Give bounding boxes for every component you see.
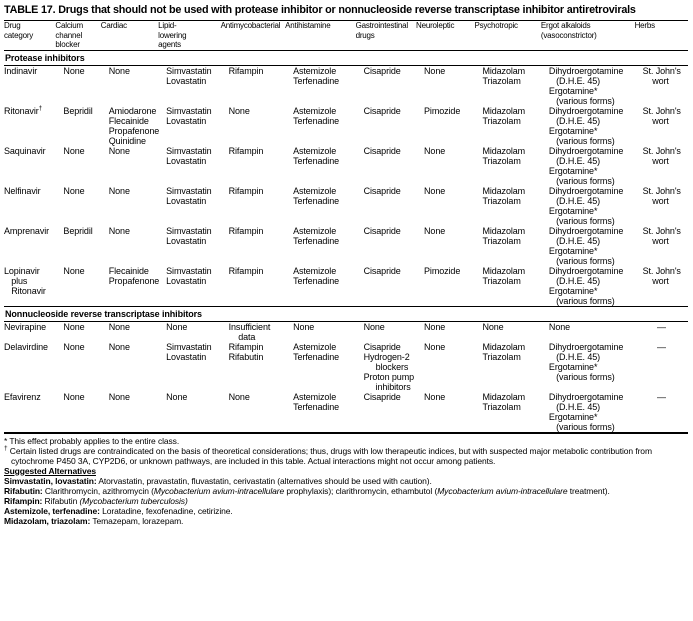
cell-cardiac: None	[108, 321, 130, 332]
cell-gastrointestinal-drugs: Cisapride	[364, 392, 424, 433]
cell-calcium-channel-blocker: None	[63, 321, 85, 332]
cell-calcium-channel-blocker: None	[63, 265, 85, 276]
cell-ergot-alkaloids: Dihydroergotamine (D.H.E. 45) Ergotamine* (various forms)	[548, 65, 624, 106]
cell-gastrointestinal-drugs: Cisapride	[363, 225, 401, 236]
footnote-segment: Astemizole, terfenadine:	[4, 505, 100, 516]
cell-antihistamine: Astemizole Terfenadine	[293, 105, 340, 126]
cell-gastrointestinal-drugs: Cisapride	[363, 65, 401, 76]
footnote-segment: * This effect probably applies to the entire class.	[4, 435, 180, 446]
footnote-segment: Atorvastatin, pravastatin, fluvastatin, cerivastatin (alternatives should be used with caution).	[96, 475, 432, 486]
column-header-drug-category: Drug category	[4, 21, 63, 51]
cell-antimycobacterial: None	[228, 105, 250, 116]
cell-calcium-channel-blocker: None	[63, 145, 85, 156]
cell-antihistamine: Astemizole Terfenadine	[293, 392, 364, 433]
cell-antimycobacterial: Rifampin	[228, 265, 264, 276]
cell-psychotropic: Midazolam Triazolam	[482, 65, 526, 86]
page	[4, 4, 690, 526]
cell-herbs: —	[642, 341, 666, 352]
footnote	[4, 516, 690, 526]
cell-lipid-lowering-agents: Simvastatin Lovastatin	[166, 341, 212, 362]
cell-herbs: St. John's wort	[642, 185, 681, 206]
footnote	[4, 466, 690, 476]
footnote-segment: treatment).	[567, 485, 610, 496]
cell-antihistamine: Astemizole Terfenadine	[293, 265, 340, 286]
table-row	[4, 226, 688, 266]
footnote-segment: Simvastatin, lovastatin:	[4, 475, 97, 486]
cell-drug-category: Nelfinavir	[4, 185, 41, 196]
table-row	[4, 342, 688, 392]
cell-psychotropic: Midazolam Triazolam	[482, 341, 526, 362]
column-header-herbs: Herbs	[643, 21, 688, 51]
cell-cardiac: Amiodarone Flecainide Propafenone Quinidine	[108, 105, 160, 146]
footnote-segment: Midazolam, triazolam:	[4, 515, 91, 526]
cell-psychotropic: Midazolam Triazolam	[482, 265, 526, 286]
cell-cardiac: None	[108, 145, 130, 156]
footnote-segment: Temazepam, lorazepam.	[90, 515, 184, 526]
cell-neuroleptic: None	[424, 321, 446, 332]
cell-herbs: St. John's wort	[642, 65, 681, 86]
cell-calcium-channel-blocker: Bepridil	[63, 225, 93, 236]
cell-ergot-alkaloids: Dihydroergotamine (D.H.E. 45) Ergotamine* (various forms)	[549, 392, 643, 433]
cell-calcium-channel-blocker: None	[63, 65, 85, 76]
section-row	[4, 306, 688, 321]
cell-antimycobacterial: Rifampin	[228, 65, 264, 76]
column-header-calcium-channel-blocker: Calcium channel blocker	[63, 21, 108, 51]
cell-psychotropic: Midazolam Triazolam	[482, 392, 548, 433]
footnote-segment: Rifabutin:	[4, 485, 43, 496]
cell-antihistamine: Astemizole Terfenadine	[293, 65, 340, 86]
cell-neuroleptic: None	[424, 225, 446, 236]
cell-drug-category: Amprenavir	[4, 225, 50, 236]
column-header-gastrointestinal-drugs: Gastrointestinal drugs	[364, 21, 424, 51]
cell-gastrointestinal-drugs: Cisapride	[363, 265, 401, 276]
cell-lipid-lowering-agents: Simvastatin Lovastatin	[166, 225, 212, 246]
cell-gastrointestinal-drugs: Cisapride Hydrogen-2 blockers Proton pump inhibitors	[363, 341, 415, 392]
footnote-segment: prophylaxis); clarithromycin, ethambutol (	[284, 485, 438, 496]
cell-antimycobacterial: None	[229, 392, 293, 433]
footnote	[4, 486, 690, 496]
cell-lipid-lowering-agents: Simvastatin Lovastatin	[166, 65, 212, 86]
header-row	[4, 21, 688, 51]
cell-lipid-lowering-agents: None	[166, 321, 188, 332]
cell-ergot-alkaloids: Dihydroergotamine (D.H.E. 45) Ergotamine* (various forms)	[548, 225, 624, 266]
table-title: TABLE 17. Drugs that should not be used with protease inhibitor or nonnucleoside reverse transcriptase inhibitor antiretrovirals	[4, 4, 636, 16]
cell-neuroleptic: Pimozide	[424, 105, 461, 116]
cell-neuroleptic: Pimozide	[424, 265, 461, 276]
footnote-segment: Loratadine, fexofenadine, cetirizine.	[99, 505, 233, 516]
footnote	[4, 496, 690, 506]
cell-gastrointestinal-drugs: Cisapride	[363, 185, 401, 196]
column-header-lipid-lowering-agents: Lipid- lowering agents	[166, 21, 228, 51]
section-1	[4, 306, 688, 433]
cell-calcium-channel-blocker: None	[63, 341, 85, 352]
cell-antimycobacterial: Insufficient data	[228, 321, 271, 342]
footnote-segment: Mycobacterium avium-intracellulare	[153, 485, 285, 496]
cell-herbs: —	[642, 321, 666, 332]
cell-cardiac: None	[109, 392, 166, 433]
column-header-ergot-alkaloids: Ergot alkaloids (vasoconstrictor)	[549, 21, 643, 51]
cell-neuroleptic: None	[424, 65, 446, 76]
cell-ergot-alkaloids: None	[548, 321, 571, 332]
cell-cardiac: None	[108, 65, 130, 76]
cell-calcium-channel-blocker: Bepridil	[63, 105, 93, 116]
footnote-segment: Rifampin:	[4, 495, 43, 506]
table-row	[4, 65, 688, 106]
cell-antihistamine: Astemizole Terfenadine	[293, 185, 340, 206]
table-row	[4, 392, 688, 433]
cell-drug-category: Saquinavir	[4, 145, 46, 156]
cell-drug-category: Efavirenz	[4, 392, 63, 433]
table-row	[4, 146, 688, 186]
drug-interaction-table	[4, 20, 688, 434]
cell-cardiac: None	[108, 185, 130, 196]
footnote-segment: † Certain listed drugs are contraindicated on the basis of theoretical considerations; thus, drugs with low therapeutic indices, but with suspected major metabolic contribution from cytochrome P450 3A, CYP2D6, or unknown pathways, are included in this table. Actual interactions might not occur among patients.	[4, 444, 652, 466]
cell-drug-category: Lopinavir plus Ritonavir	[4, 265, 46, 296]
cell-antihistamine: Astemizole Terfenadine	[293, 341, 340, 362]
cell-ergot-alkaloids: Dihydroergotamine (D.H.E. 45) Ergotamine* (various forms)	[548, 185, 624, 226]
cell-psychotropic: Midazolam Triazolam	[482, 145, 526, 166]
cell-antihistamine: None	[293, 321, 315, 332]
section-heading: Protease inhibitors	[4, 50, 688, 65]
table-row	[4, 186, 688, 226]
footnote-segment: Suggested Alternatives	[4, 465, 96, 476]
cell-lipid-lowering-agents: Simvastatin Lovastatin	[166, 105, 212, 126]
footnote-segment: Clarithromycin, azithromycin (	[42, 485, 154, 496]
cell-gastrointestinal-drugs: Cisapride	[363, 145, 401, 156]
cell-antimycobacterial: Rifampin	[228, 225, 264, 236]
cell-herbs: St. John's wort	[642, 265, 681, 286]
cell-antihistamine: Astemizole Terfenadine	[293, 145, 340, 166]
cell-lipid-lowering-agents: Simvastatin Lovastatin	[166, 185, 212, 206]
footnote	[4, 446, 690, 466]
footnote-segment: Rifabutin	[42, 495, 80, 506]
cell-antimycobacterial: Rifampin	[228, 145, 264, 156]
cell-ergot-alkaloids: Dihydroergotamine (D.H.E. 45) Ergotamine* (various forms)	[548, 105, 624, 146]
cell-herbs: St. John's wort	[642, 145, 681, 166]
cell-drug-category: Indinavir	[4, 65, 38, 76]
cell-lipid-lowering-agents: None	[166, 392, 228, 433]
cell-psychotropic: None	[482, 321, 504, 332]
table-row	[4, 266, 688, 307]
cell-neuroleptic: None	[424, 185, 446, 196]
column-header-psychotropic: Psychotropic	[482, 21, 548, 51]
cell-neuroleptic: None	[424, 341, 446, 352]
cell-antihistamine: Astemizole Terfenadine	[293, 225, 340, 246]
cell-psychotropic: Midazolam Triazolam	[482, 225, 526, 246]
footnote-segment: Mycobacterium avium-intracellulare	[437, 485, 568, 496]
cell-cardiac: Flecainide Propafenone	[108, 265, 160, 286]
footnote-segment: (Mycobacterium tuberculosis)	[79, 495, 188, 506]
cell-neuroleptic: None	[424, 145, 446, 156]
cell-drug-category: Ritonavir†	[4, 104, 43, 116]
table-row	[4, 321, 688, 342]
footnotes	[4, 436, 690, 526]
cell-ergot-alkaloids: Dihydroergotamine (D.H.E. 45) Ergotamine* (various forms)	[548, 341, 624, 382]
cell-herbs: St. John's wort	[642, 105, 681, 126]
cell-drug-category: Nevirapine	[4, 321, 47, 332]
cell-neuroleptic: None	[424, 392, 482, 433]
footnote	[4, 506, 690, 516]
section-0	[4, 50, 688, 306]
cell-ergot-alkaloids: Dihydroergotamine (D.H.E. 45) Ergotamine* (various forms)	[548, 265, 624, 306]
cell-lipid-lowering-agents: Simvastatin Lovastatin	[166, 265, 212, 286]
column-header-neuroleptic: Neuroleptic	[424, 21, 482, 51]
cell-drug-category: Delavirdine	[4, 341, 48, 352]
cell-cardiac: None	[108, 341, 130, 352]
column-header-antimycobacterial: Antimycobacterial	[229, 21, 293, 51]
footnote	[4, 476, 690, 486]
cell-antimycobacterial: Rifampin Rifabutin	[228, 341, 264, 362]
column-header-antihistamine: Antihistamine	[293, 21, 364, 51]
cell-cardiac: None	[108, 225, 130, 236]
section-heading: Nonnucleoside reverse transcriptase inhibitors	[4, 306, 688, 321]
cell-gastrointestinal-drugs: Cisapride	[363, 105, 401, 116]
cell-psychotropic: Midazolam Triazolam	[482, 105, 526, 126]
cell-ergot-alkaloids: Dihydroergotamine (D.H.E. 45) Ergotamine* (various forms)	[548, 145, 624, 186]
cell-herbs: St. John's wort	[642, 225, 681, 246]
cell-calcium-channel-blocker: None	[63, 185, 85, 196]
column-header-cardiac: Cardiac	[109, 21, 166, 51]
cell-gastrointestinal-drugs: None	[363, 321, 385, 332]
cell-calcium-channel-blocker: None	[63, 392, 108, 433]
cell-lipid-lowering-agents: Simvastatin Lovastatin	[166, 145, 212, 166]
cell-psychotropic: Midazolam Triazolam	[482, 185, 526, 206]
cell-antimycobacterial: Rifampin	[228, 185, 264, 196]
footnote	[4, 436, 690, 446]
table-row	[4, 106, 688, 146]
section-row	[4, 50, 688, 65]
cell-herbs: —	[643, 392, 688, 433]
